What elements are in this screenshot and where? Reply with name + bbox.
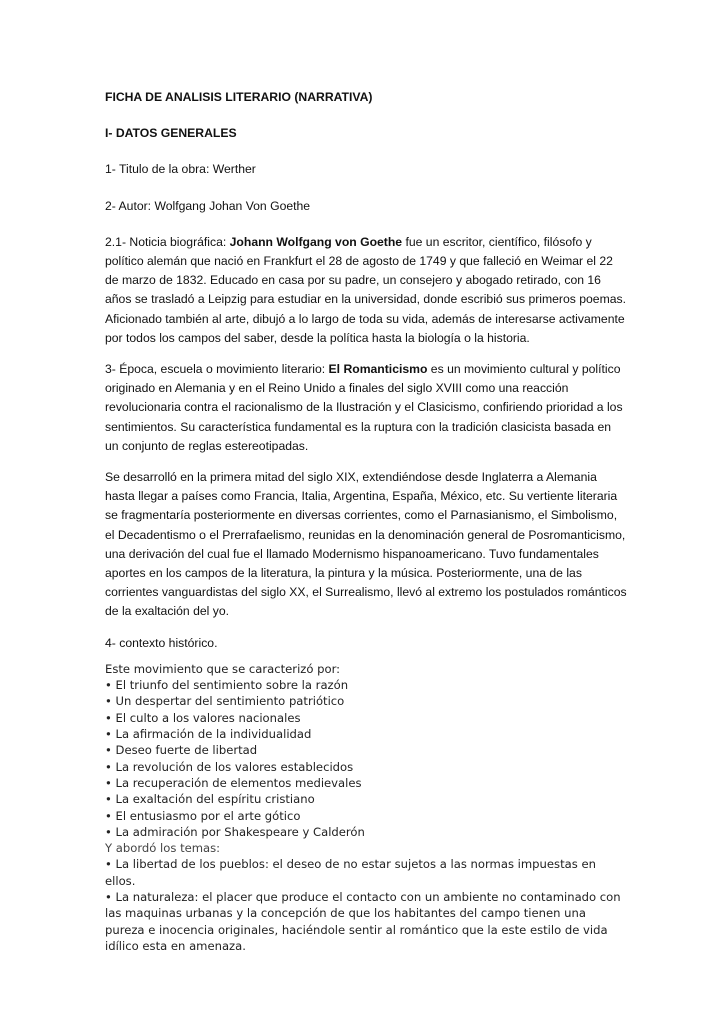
list-item: • La admiración por Shakespeare y Calderón — [105, 824, 365, 839]
characteristics-intro: Este movimiento que se caracterizó por: — [105, 661, 341, 676]
historical-context-heading: 4- contexto histórico. — [105, 635, 218, 650]
list-item: • Un despertar del sentimiento patriótico — [105, 694, 345, 709]
epoch-term: El Romanticismo — [328, 362, 428, 377]
document-body — [105, 88, 627, 954]
list-item: • Deseo fuerte de libertad — [105, 743, 258, 758]
list-item: • La afirmación de la individualidad — [105, 727, 312, 742]
bio-author-name: Johann Wolfgang von Goethe — [229, 234, 403, 249]
development-paragraph: Se desarrolló en la primera mitad del siglo XIX, extendiéndose desde Inglaterra a Alemania hasta llegar a países como Francia, Italia, Argentina, España, México, etc. Su vertiente literaria se fragmentaría posteriormente en diversas corrientes, como el Parnasianismo, el Simbolismo, el Decadentismo o el Prerrafaelismo, reunidas en la denominación general de Posromanticismo, una derivación del cual fue el llamado Modernismo hispanoamericano. Tuvo fundamentales aportes en los campos de la literatura, la pintura y la música. Posteriormente, una de las corrientes vanguardistas del siglo XX, el Surrealismo, llevó al extremo los postulados románticos de la exaltación del yo. — [105, 470, 627, 619]
list-item: • La recuperación de elementos medievales — [105, 775, 362, 790]
themes-intro: Y abordó los temas: — [105, 841, 221, 856]
list-item: • El triunfo del sentimiento sobre la razón — [105, 678, 349, 693]
epoch-paragraph — [105, 360, 627, 456]
bio-prefix: 2.1- Noticia biográfica: — [105, 234, 230, 249]
list-item: • La libertad de los pueblos: el deseo de no estar sujetos a las normas impuestas en ellos. — [105, 857, 596, 888]
themes-list — [105, 856, 627, 954]
bio-paragraph — [105, 233, 627, 348]
section-heading: I- DATOS GENERALES — [105, 126, 237, 141]
epoch-text: es un movimiento cultural y político originado en Alemania y en el Reino Unido a finales del siglo XVIII como una reacción revolucionaria contra el racionalismo de la Ilustración y el Clasicismo, confiriendo prioridad a los sentimientos. Su característica fundamental es la ruptura con la tradición clasicista basada en un conjunto de reglas estereotipadas. — [105, 362, 623, 453]
epoch-prefix: 3- Época, escuela o movimiento literario: — [105, 362, 329, 377]
bio-text: fue un escritor, científico, filósofo y político alemán que nació en Frankfurt el 28 de agosto de 1749 y que falleció en Weimar el 22 de marzo de 1832. Educado en casa por su padre, un consejero y abogado retirado, con 16 años se trasladó a Leipzig para estudiar en la universidad, donde escribió sus primeros poemas. Aficionado también al arte, dibujó a lo largo de toda su vida, además de interesarse activamente por todos los campos del saber, desde la política hasta la biología o la historia. — [105, 234, 626, 345]
document-title: FICHA DE ANALISIS LITERARIO (NARRATIVA) — [105, 90, 373, 104]
list-item: • El culto a los valores nacionales — [105, 710, 301, 725]
characteristics-list — [105, 677, 627, 840]
list-item: • La revolución de los valores establecidos — [105, 759, 354, 774]
work-title-line: 1- Titulo de la obra: Werther — [105, 162, 256, 177]
author-line: 2- Autor: Wolfgang Johan Von Goethe — [105, 198, 311, 213]
list-item: • El entusiasmo por el arte gótico — [105, 808, 301, 823]
list-item: • La naturaleza: el placer que produce el contacto con un ambiente no contaminado con las maquinas urbanas y la concepción de que los habitantes del campo tienen una pureza e inocencia originales, haciéndole sentir al romántico que la este estilo de vida idílico esta en amenaza. — [105, 890, 621, 953]
list-item: • La exaltación del espíritu cristiano — [105, 792, 315, 807]
